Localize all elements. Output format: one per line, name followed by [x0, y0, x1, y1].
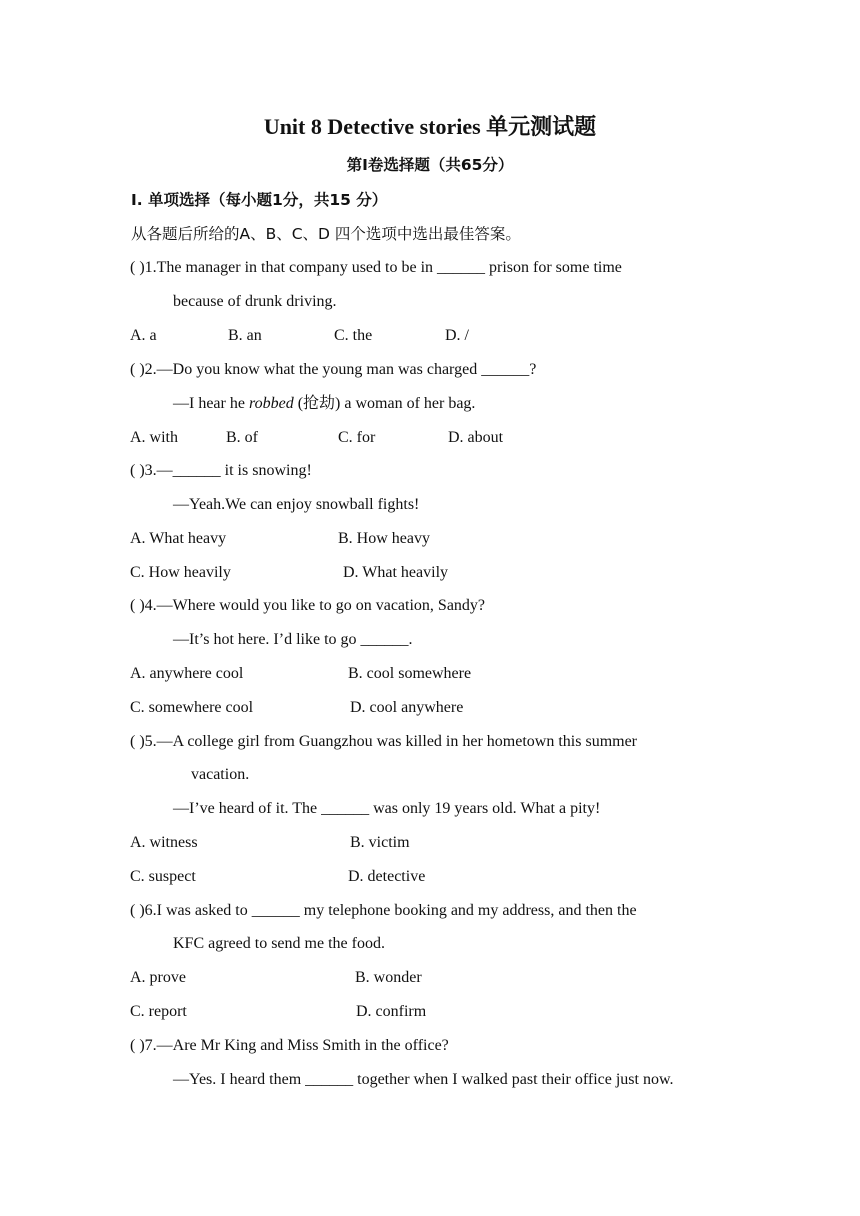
question-4-option-d: D. cool anywhere	[350, 699, 464, 716]
question-3-reply: —Yeah.We can enjoy snowball fights!	[173, 496, 420, 513]
question-text: —Where would you like to go on vacation, Sandy?	[156, 597, 486, 614]
question-number: ( )7.	[130, 1037, 157, 1054]
question-2-option-b: B. of	[226, 429, 258, 446]
question-text: I was asked to ______ my telephone booking and my address, and then the	[156, 902, 637, 919]
question-1-stem-cont: because of drunk driving.	[173, 293, 337, 310]
question-5-option-d: D. detective	[348, 868, 426, 885]
question-1-option-d: D. /	[445, 327, 469, 344]
question-2-option-a: A. with	[130, 429, 178, 446]
question-number: ( )3.	[130, 462, 157, 479]
question-5-option-b: B. victim	[350, 834, 410, 851]
question-4-option-b: B. cool somewhere	[348, 665, 472, 682]
question-text: —A college girl from Guangzhou was killed in her hometown this summer	[156, 733, 638, 750]
question-1-option-c: C. the	[334, 327, 373, 344]
question-6-option-d: D. confirm	[356, 1003, 427, 1020]
question-number: ( )2.	[130, 361, 157, 378]
question-text: —Do you know what the young man was charged ______?	[156, 361, 537, 378]
page-subtitle: 第Ⅰ卷选择题（共65分）	[346, 156, 514, 174]
question-6-option-a: A. prove	[130, 969, 186, 986]
question-4-stem	[130, 594, 485, 618]
instruction-text: 从各题后所给的A、B、C、D 四个选项中选出最佳答案。	[131, 225, 521, 243]
question-4-option-a: A. anywhere cool	[130, 665, 244, 682]
question-3-option-a: A. What heavy	[130, 530, 227, 547]
reply-prefix: —I hear he	[173, 395, 249, 412]
section-heading: Ⅰ. 单项选择（每小题1分，共15 分）	[131, 191, 388, 209]
question-3-option-c: C. How heavily	[130, 564, 231, 581]
page-title: Unit 8 Detective stories 单元测试题	[263, 114, 597, 139]
question-4-option-c: C. somewhere cool	[130, 699, 254, 716]
question-6-option-c: C. report	[130, 1003, 187, 1020]
question-4-reply: —It’s hot here. I’d like to go ______.	[173, 631, 413, 648]
question-7-reply: —Yes. I heard them ______ together when I walked past their office just now.	[173, 1071, 674, 1088]
question-1-option-b: B. an	[228, 327, 262, 344]
question-1-option-a: A. a	[130, 327, 157, 344]
question-text: —Are Mr King and Miss Smith in the office?	[156, 1037, 449, 1054]
question-1-stem	[130, 256, 622, 280]
question-5-reply: —I’ve heard of it. The ______ was only 19 years old. What a pity!	[173, 800, 601, 817]
question-6-option-b: B. wonder	[355, 969, 422, 986]
reply-suffix: (抢劫) a woman of her bag.	[293, 395, 476, 412]
question-number: ( )5.	[130, 733, 157, 750]
question-2-reply	[173, 392, 475, 416]
question-text: —______ it is snowing!	[156, 462, 312, 479]
question-3-stem	[130, 459, 312, 483]
reply-italic: robbed	[248, 395, 294, 412]
question-5-option-c: C. suspect	[130, 868, 196, 885]
question-3-option-b: B. How heavy	[338, 530, 430, 547]
question-7-stem	[130, 1034, 449, 1058]
question-6-stem	[130, 899, 637, 923]
question-2-option-c: C. for	[338, 429, 376, 446]
question-number: ( )1.	[130, 259, 157, 276]
question-text: The manager in that company used to be in ______ prison for some time	[156, 259, 622, 276]
question-number: ( )4.	[130, 597, 157, 614]
question-2-option-d: D. about	[448, 429, 504, 446]
question-2-stem	[130, 358, 536, 382]
question-5-option-a: A. witness	[130, 834, 198, 851]
question-6-stem-cont: KFC agreed to send me the food.	[173, 935, 385, 952]
question-5-stem	[130, 730, 637, 754]
question-number: ( )6.	[130, 902, 157, 919]
question-3-option-d: D. What heavily	[343, 564, 449, 581]
question-5-stem-cont: vacation.	[191, 766, 250, 783]
